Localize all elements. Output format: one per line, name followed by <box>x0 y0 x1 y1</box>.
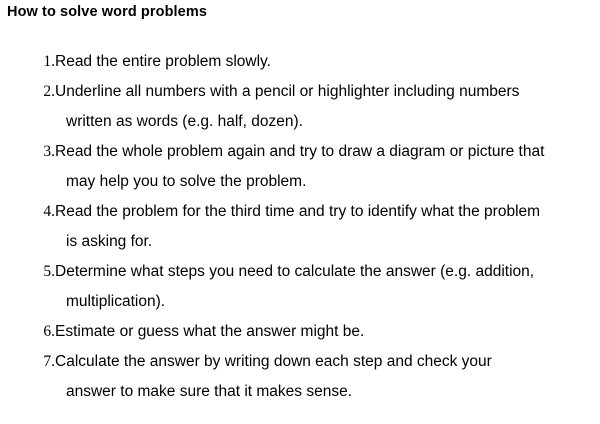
list-item-continuation-line: is asking for. <box>66 233 153 250</box>
steps-list <box>41 47 586 407</box>
list-item <box>41 197 586 257</box>
list-item-number: 6. <box>43 323 55 340</box>
list-item-number: 4. <box>43 203 55 220</box>
list-item-text <box>55 257 586 317</box>
list-item-number: 7. <box>43 353 55 370</box>
list-item-continuation-line: answer to make sure that it makes sense. <box>66 383 353 400</box>
list-item-line: Read the whole problem again and try to draw a diagram or picture that <box>55 143 545 160</box>
list-item-line: Read the problem for the third time and try to identify what the problem <box>55 203 541 220</box>
list-item <box>41 77 586 137</box>
list-item-line: Calculate the answer by writing down each step and check your <box>55 353 492 370</box>
list-item <box>41 137 586 197</box>
list-item-number: 1. <box>43 53 55 70</box>
list-item-continuation-line: written as words (e.g. half, dozen). <box>66 113 303 130</box>
list-item <box>41 47 586 77</box>
list-item-text <box>55 317 586 347</box>
list-item-line: Read the entire problem slowly. <box>55 53 271 70</box>
list-item <box>41 257 586 317</box>
list-item <box>41 317 586 347</box>
list-item-number: 3. <box>43 143 55 160</box>
list-item <box>41 347 586 407</box>
list-item-line: Underline all numbers with a pencil or highlighter including numbers <box>55 83 520 100</box>
list-item-text <box>55 347 586 407</box>
list-item-line: Determine what steps you need to calculate the answer (e.g. addition, <box>55 263 535 280</box>
list-item-text <box>55 47 586 77</box>
list-item-number: 5. <box>43 263 55 280</box>
page-title: How to solve word problems <box>7 4 207 20</box>
list-item-number: 2. <box>43 83 55 100</box>
list-item-continuation-line: may help you to solve the problem. <box>66 173 307 190</box>
list-item-continuation-line: multiplication). <box>66 293 166 310</box>
list-item-text <box>55 137 586 197</box>
list-item-text <box>55 77 586 137</box>
list-item-line: Estimate or guess what the answer might be. <box>55 323 365 340</box>
list-item-text <box>55 197 586 257</box>
